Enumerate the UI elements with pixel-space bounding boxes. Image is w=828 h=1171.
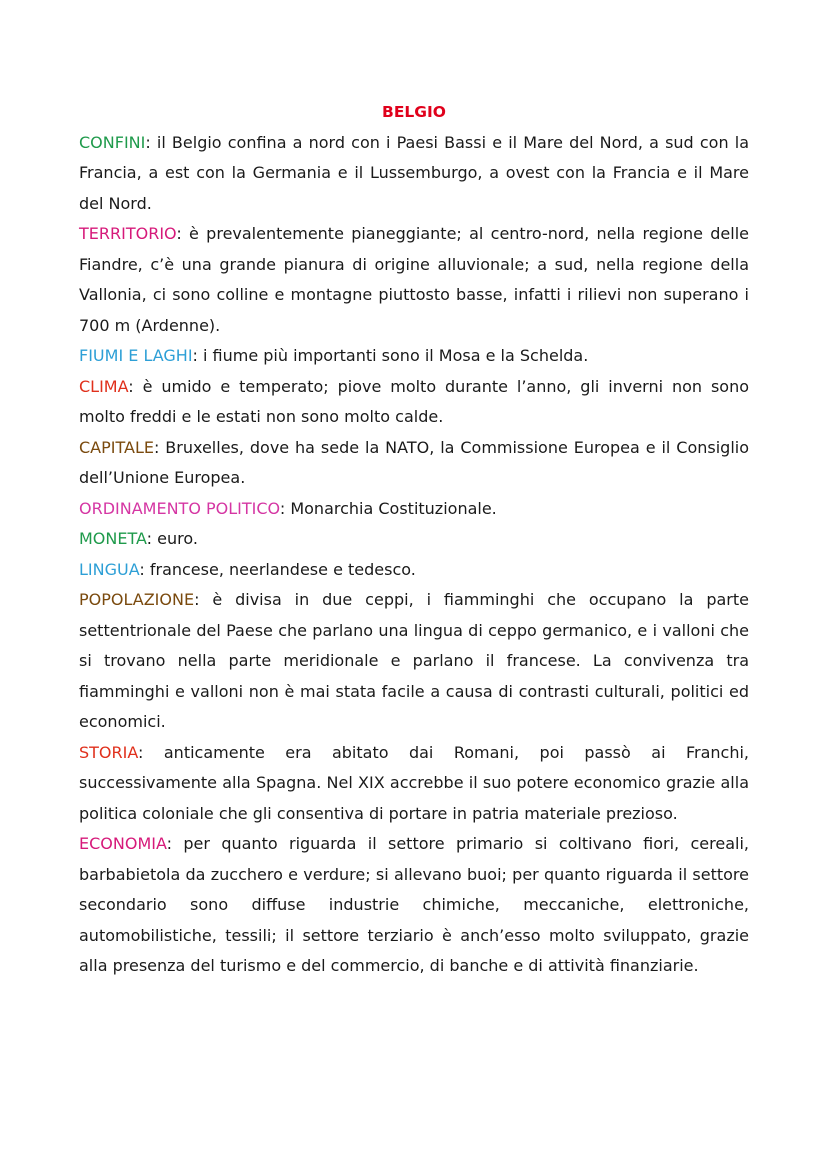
section-lingua (79, 555, 749, 586)
section-text: è divisa in due ceppi, i fiamminghi che occupano la parte settentrionale del Paese che parlano una lingua di ceppo germanico, e i valloni che si trovano nella parte meridionale e parlano il francese. La convivenza tra fiamminghi e valloni non è mai stata facile a causa di contrasti culturali, politici ed economici. (79, 590, 749, 731)
section-label: CLIMA (79, 376, 129, 396)
section-text: euro. (152, 529, 198, 548)
section-label: FIUMI E LAGHI (79, 346, 193, 365)
section-text: Bruxelles, dove ha sede la NATO, la Commissione Europea e il Consiglio dell’Unione Europea. (79, 437, 749, 487)
section-territorio (79, 219, 749, 341)
section-label: TERRITORIO (79, 224, 177, 243)
section-text: i fiume più importanti sono il Mosa e la Schelda. (197, 346, 589, 365)
section-text: è umido e temperato; piove molto durante l’anno, gli inverni non sono molto freddi e le estati non sono molto calde. (79, 376, 749, 426)
section-label: POPOLAZIONE (79, 590, 195, 609)
section-label: CONFINI (79, 132, 146, 152)
section-separator: : (138, 742, 144, 762)
section-text: francese, neerlandese e tedesco. (144, 559, 416, 579)
section-text: anticamente era abitato dai Romani, poi passò ai Franchi, successivamente alla Spagna. Nel XIX accrebbe il suo potere economico grazie alla politica coloniale che gli consentiva di portare in patria materiale prezioso. (79, 742, 749, 823)
section-storia (79, 738, 749, 830)
document-title: BELGIO (382, 103, 446, 121)
section-economia (79, 829, 749, 982)
section-moneta (79, 524, 749, 555)
section-separator: : (139, 559, 145, 579)
section-label: MONETA (79, 529, 147, 548)
section-separator: : (194, 590, 200, 609)
section-text: il Belgio confina a nord con i Paesi Bassi e il Mare del Nord, a sud con la Francia, a est con la Germania e il Lussemburgo, a ovest con la Francia e il Mare del Nord. (79, 132, 749, 213)
section-text: Monarchia Costituzionale. (285, 498, 497, 518)
section-separator: : (279, 498, 286, 518)
section-separator: : (145, 132, 151, 152)
section-label: STORIA (79, 742, 139, 762)
section-text: è prevalentemente pianeggiante; al centro-nord, nella regione delle Fiandre, c’è una grande pianura di origine alluvionale; a sud, nella regione della Vallonia, ci sono colline e montagne piuttosto basse, infatti i rilievi non superano i 700 m (Ardenne). (79, 224, 749, 335)
section-confini (79, 128, 749, 220)
section-separator: : (153, 437, 160, 457)
section-separator: : (176, 224, 182, 243)
section-label: ORDINAMENTO POLITICO (79, 498, 280, 518)
section-clima (79, 372, 749, 433)
section-separator: : (146, 529, 153, 548)
section-label: LINGUA (79, 559, 140, 579)
section-separator: : (192, 346, 198, 365)
section-popolazione (79, 585, 749, 738)
section-fiumi-e-laghi (79, 341, 749, 372)
section-ordinamento-politico (79, 494, 749, 525)
section-label: ECONOMIA (79, 834, 167, 853)
section-label: CAPITALE (79, 437, 154, 457)
section-capitale (79, 433, 749, 494)
section-separator: : (166, 834, 173, 853)
section-text: per quanto riguarda il settore primario si coltivano fiori, cereali, barbabietola da zucchero e verdure; si allevano buoi; per quanto riguarda il settore secondario sono diffuse industrie chimiche, meccaniche, elettroniche, automobilistiche, tessili; il settore terziario è anch’esso molto sviluppato, grazie alla presenza del turismo e del commercio, di banche e di attività finanziarie. (79, 834, 749, 975)
section-separator: : (128, 376, 134, 396)
